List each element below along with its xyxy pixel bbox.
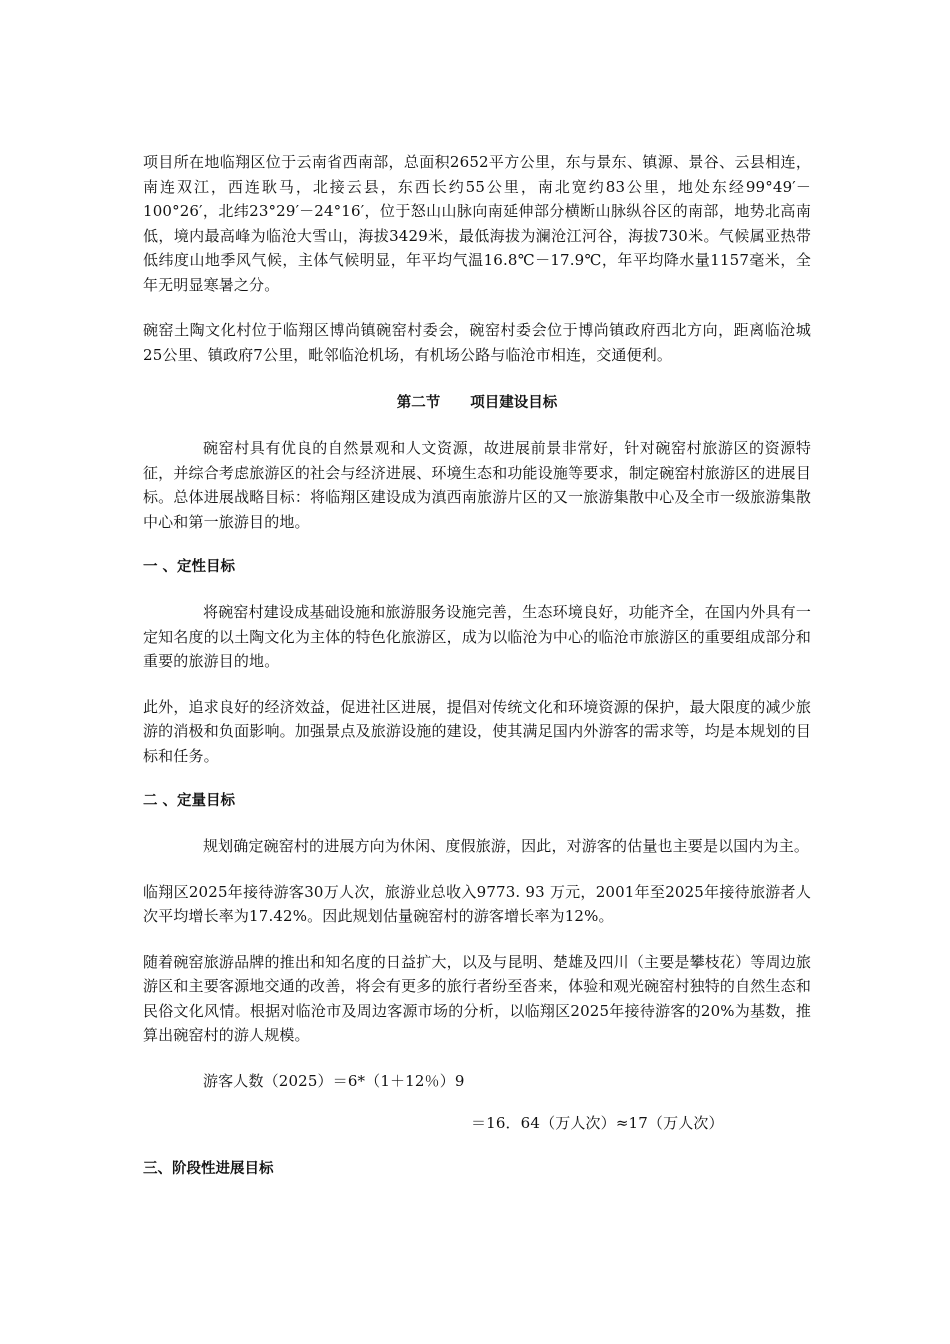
paragraph-statistics: 临翔区2025年接待游客30万人次，旅游业总收入9773. 93 万元，2001年至2025年接待旅游者人次平均增长率为17.42%。因此规划估量碗窑村的游客增长率为12%。 bbox=[143, 882, 811, 925]
subheading-qualitative: 一 、定性目标 bbox=[143, 559, 236, 575]
subheading-phased: 三、阶段性进展目标 bbox=[143, 1160, 274, 1177]
paragraph-estimation: 随着碗窑旅游品牌的推出和知名度的日益扩大，以及与昆明、楚雄及四川（主要是攀枝花）等周边旅游区和主要客源地交通的改善，将会有更多的旅行者纷至沓来，体验和观光碗窑村独特的自然生态和民俗文化风情。根据对临沧市及周边客源市场的分析，以临翔区2025年接待游客的20%为基数，推算出碗窑村的游人规模。 bbox=[143, 952, 811, 1044]
paragraph-qualitative: 将碗窑村建设成基础设施和旅游服务设施完善，生态环境良好，功能齐全，在国内外具有一定知名度的以土陶文化为主体的特色化旅游区，成为以临沧为中心的临沧市旅游区的重要组成部分和重要的旅游目的地。 bbox=[143, 603, 811, 670]
subheading-quantitative: 二 、定量目标 bbox=[143, 793, 236, 809]
document-page bbox=[143, 150, 811, 1181]
section-heading bbox=[143, 391, 811, 415]
formula-line-1: 游客人数（2025）＝6*（1＋12％）9 bbox=[203, 1071, 465, 1090]
section-number: 第二节 bbox=[396, 395, 441, 411]
section-title: 项目建设目标 bbox=[470, 395, 558, 411]
paragraph-additional: 此外，追求良好的经济效益，促进社区进展，提倡对传统文化和环境资源的保护，最大限度的减少旅游的消极和负面影响。加强景点及旅游设施的建设，使其满足国内外游客的需求等，均是本规划的目标和任务。 bbox=[143, 697, 811, 765]
paragraph-direction: 规划确定碗窑村的进展方向为休闲、度假旅游，因此，对游客的估量也主要是以国内为主。 bbox=[203, 837, 810, 855]
paragraph-location: 项目所在地临翔区位于云南省西南部，总面积2652平方公里，东与景东、镇源、景谷、云县相连，南连双江，西连耿马，北接云县，东西长约55公里，南北宽约83公里，地处东经99°49′－100°26′，北纬23°29′－24°16′，位于怒山山脉向南延伸部分横断山脉纵谷区的南部，地势北高南低，境内最高峰为临沧大雪山，海拔3429米，最低海拔为澜沧江河谷，海拔730米。气候属亚热带低纬度山地季风气候，主体气候明显，年平均气温16.8℃－17.9℃，年平均降水量1157毫米，全年无明显寒暑之分。 bbox=[143, 153, 811, 294]
paragraph-village: 碗窑土陶文化村位于临翔区博尚镇碗窑村委会，碗窑村委会位于博尚镇政府西北方向，距离临沧城25公里、镇政府7公里，毗邻临沧机场，有机场公路与临沧市相连，交通便利。 bbox=[143, 321, 811, 364]
formula-line-2: ＝16．64（万人次）≈17（万人次） bbox=[471, 1114, 724, 1132]
paragraph-overall-goal: 碗窑村具有优良的自然景观和人文资源，故进展前景非常好，针对碗窑村旅游区的资源特征，并综合考虑旅游区的社会与经济进展、环境生态和功能设施等要求，制定碗窑村旅游区的进展目标。总体进展战略目标：将临翔区建设成为滇西南旅游片区的又一旅游集散中心及全市一级旅游集散中心和第一旅游目的地。 bbox=[143, 439, 811, 531]
